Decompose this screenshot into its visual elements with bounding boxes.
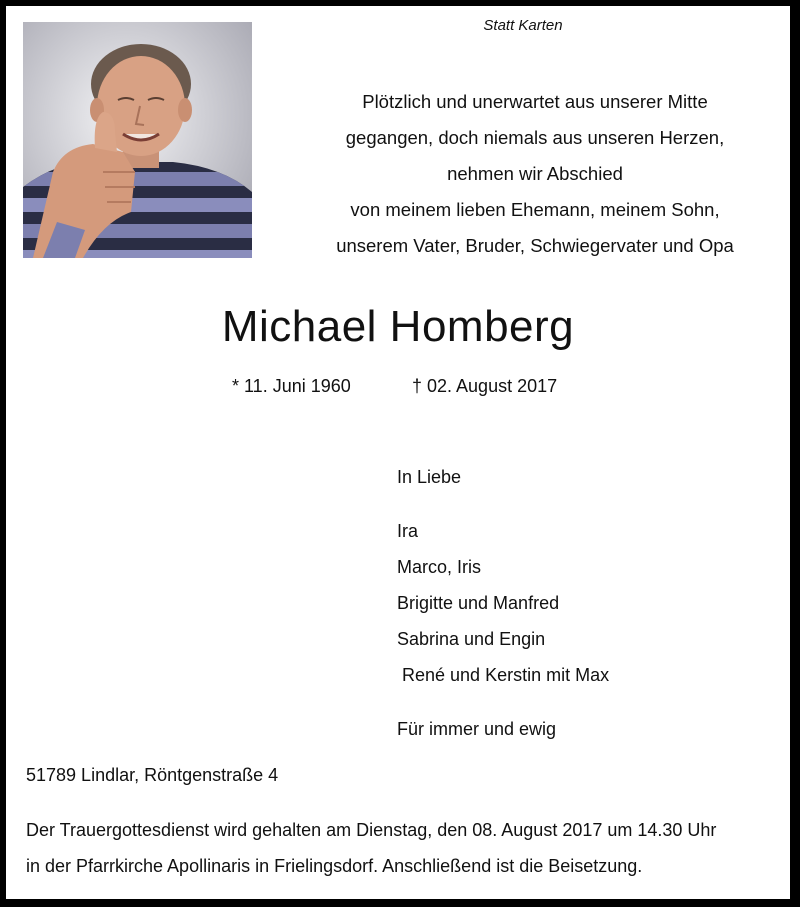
mourner-name: Sabrina und Engin: [397, 629, 546, 649]
portrait-photo: [23, 22, 252, 258]
statt-karten-note: Statt Karten: [483, 17, 563, 34]
intro-line: nehmen wir Abschied: [447, 163, 623, 184]
intro-line: Plötzlich und unerwartet aus unserer Mitte: [362, 91, 708, 112]
obituary-card: [6, 6, 790, 899]
in-love-label: In Liebe: [397, 467, 462, 487]
death-date: † 02. August 2017: [412, 376, 558, 396]
service-info-line: in der Pfarrkirche Apollinaris in Frielingsdorf. Anschließend ist die Beisetzung.: [26, 856, 643, 876]
intro-line: unserem Vater, Bruder, Schwiegervater und Opa: [336, 235, 734, 256]
deceased-name: Michael Homberg: [221, 302, 575, 351]
address: 51789 Lindlar, Röntgenstraße 4: [26, 765, 279, 785]
closing-line: Für immer und ewig: [397, 719, 557, 739]
intro-line: von meinem lieben Ehemann, meinem Sohn,: [350, 199, 720, 220]
intro-text: [306, 84, 764, 264]
mourner-name: Ira: [397, 521, 419, 541]
mourner-name: Brigitte und Manfred: [397, 593, 560, 613]
birth-date: * 11. Juni 1960: [232, 376, 351, 396]
service-info-line: Der Trauergottesdienst wird gehalten am Dienstag, den 08. August 2017 um 14.30 Uhr: [26, 820, 717, 840]
mourner-name: Marco, Iris: [397, 557, 482, 577]
mourner-name: René und Kerstin mit Max: [397, 665, 610, 685]
intro-line: gegangen, doch niemals aus unseren Herzen,: [345, 127, 725, 148]
